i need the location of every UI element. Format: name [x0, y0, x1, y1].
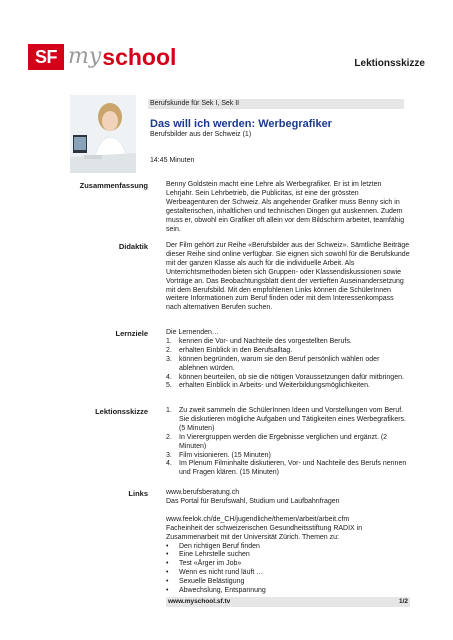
section-text-zusammenfassung [166, 181, 410, 234]
list-item: • Wenn es nicht rund läuft … [166, 569, 264, 577]
link-berufsberatung[interactable]: www.berufsberatung.ch [166, 489, 240, 496]
section-text-lernziele [166, 329, 410, 391]
lesson-title: Das will ich werden: Werbegrafiker [150, 118, 332, 130]
list-item: 3. können begründen, warum sie den Beruf persönlich wählen oder ablehnen würden. [166, 355, 380, 372]
section-label-links: Links [128, 489, 148, 498]
logo-school-text: school [102, 44, 177, 70]
link-feelok-description: Facheinheit der schweizerischen Gesundheitsstiftung RADIX in Zusammenarbeit mit der Universität Zürich. Themen zu: [166, 524, 363, 541]
link-feelok[interactable]: www.feelok.ch/de_CH/jugendliche/themen/arbeit/arbeit.cfm [166, 515, 350, 523]
subject-line: Berufskunde für Sek I, Sek II [150, 100, 240, 107]
footer-url[interactable]: www.myschool.sf.tv [168, 598, 231, 605]
list-item: • Sexuelle Belästigung [166, 578, 245, 586]
list-item: 3. Film visionieren. (15 Minuten) [166, 451, 271, 459]
section-label-lernziele: Lernziele [115, 329, 148, 338]
list-item: 5. erhalten Einblick in Arbeits- und Weiterbildungsmöglichkeiten. [166, 382, 370, 390]
lesson-subtitle: Berufsbilder aus der Schweiz (1) [150, 131, 252, 138]
list-item: 2. In Vierergruppen werden die Ergebnisse verglichen und ergänzt. (2 Minuten) [166, 433, 388, 450]
page-number: 1/2 [398, 598, 408, 605]
list-item: 4. können beurteilen, ob sie die nötigen Voraussetzungen dafür mitbringen. [166, 373, 404, 381]
list-item: • Den richtigen Beruf finden [166, 542, 260, 550]
section-label-didaktik: Didaktik [118, 242, 148, 251]
list-item: 1. Zu zweit sammeln die SchülerInnen Ideen und Vorstellungen vom Beruf. Sie diskutieren mögliche Aufgaben und Tätigkeiten eines Werbegrafikers. (5 Minuten) [166, 407, 406, 432]
header-photo [70, 95, 136, 173]
myschool-logo [28, 44, 176, 70]
lernziele-intro: Die Lernenden… [166, 329, 219, 336]
section-label-zusammenfassung: Zusammenfassung [79, 181, 148, 190]
film-duration: 14:45 Minuten [150, 157, 195, 164]
link-berufsberatung-description: Das Portal für Berufswahl, Studium und Laufbahnfragen [166, 497, 340, 505]
list-item: • Eine Lehrstelle suchen [166, 551, 250, 559]
sf-logo-mark: SF [28, 44, 64, 70]
list-item: • Abwechslung, Entspannung [166, 587, 266, 595]
document-type-label: Lektionsskizze [354, 58, 425, 69]
section-text-lektionsskizze [166, 407, 410, 478]
list-item: 4. Im Plenum Filminhalte diskutieren, Vor- und Nachteile des Berufs nennen und Fragen klären. (15 Minuten) [166, 460, 407, 477]
didaktik-paragraph: Der Film gehört zur Reihe «Berufsbilder aus der Schweiz». Sämtliche Beiträge dieser Reihe sind online verfügbar. Sie eignen sich sowohl für die Berufskunde mit der ganzen Klasse als auch für die individuelle Arbeit. Als Unterrichtsmethoden bieten sich Gruppen- oder Klassendiskussionen sowie Vorträge an. Das Beobachtungsblatt dient der vertieften Auseinandersetzung mit dem Berufsbild. Mit den empfohlenen Links können die SchülerInnen weitere Informationen zum Beruf finden oder mit dem Interessenkompass nach alternativen Berufen suchen. [166, 242, 410, 312]
list-item: 2. erhalten Einblick in den Berufsalltag. [166, 346, 293, 354]
section-text-didaktik [166, 242, 410, 313]
logo-my-text: my [68, 44, 102, 69]
list-item: 1. kennen die Vor- und Nachteile des vorgestellten Berufs. [166, 337, 352, 345]
lektionsskizze-list [166, 407, 410, 478]
feelok-topics-list [166, 543, 410, 596]
lernziele-list [166, 338, 410, 391]
section-label-lektionsskizze: Lektionsskizze [95, 407, 148, 416]
summary-paragraph: Benny Goldstein macht eine Lehre als Werbegrafiker. Er ist im letzten Lehrjahr. Sein Lehrbetrieb, die Publicitas, ist eine der grössten Werbeagenturen der Schweiz. Als angehender Grafiker muss Benny sich in gestalterischen, inhaltlichen und technischen Dingen gut auskennen. Zudem muss er, obwohl ein Grafiker oft allein vor dem Bildschirm arbeitet, teamfähig sein. [166, 181, 405, 233]
list-item: • Test «Ärger im Job» [166, 560, 242, 568]
section-text-links [166, 489, 410, 596]
